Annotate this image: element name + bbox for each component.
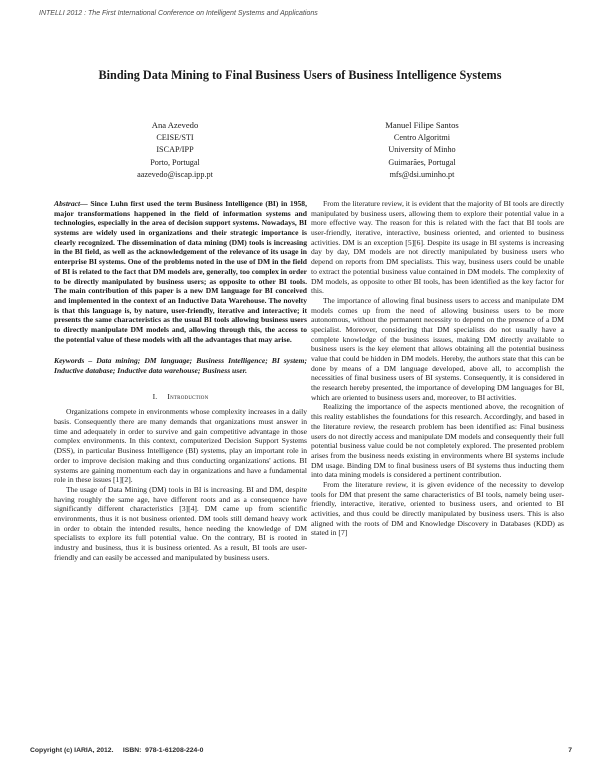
body-paragraph: Organizations compete in environments whose complexity increases in a daily basis. Consequently there are many demands that organizations must answer in time and adequately in order to survive and gain competitive advantage in those complex environments. In this context, computerized Decision Support Systems (DSS), in particular Business Intelligence (BI) systems, play an important role in order to improve decision making and thus conducting organizations' actions. BI systems are gaining momentum each day in organizations and have a fundamental role in these issues [1][2]. [54, 407, 307, 485]
author-location: Porto, Portugal [150, 157, 200, 167]
copyright-text: Copyright (c) IARIA, 2012. ISBN: 978-1-61208-224-0 [30, 747, 204, 754]
right-column [311, 199, 564, 538]
section-number: I. [152, 391, 158, 401]
section-heading [54, 392, 307, 402]
author-block-2 [312, 119, 532, 182]
body-paragraph: Realizing the importance of the aspects mentioned above, the recognition of this reality establishes the foundations for this research. Accordingly, and based in the literature review, the research problem has been identified as: Final business users do not directly access and manipulate DM models and consequently their full potential business value could be not completely explored. The presented problem arises from the business needs existing in environments where BI systems include DM usage. Binding DM to final business users of BI systems thus inducting them into data mining models is considered a pertinent contribution. [311, 402, 564, 480]
author-email: aazevedo@iscap.ipp.pt [137, 170, 213, 180]
author-affiliation: ISCAP/IPP [156, 145, 194, 155]
abstract [54, 199, 307, 344]
page-footer [30, 747, 572, 754]
author-affiliation: University of Minho [388, 145, 456, 155]
author-affiliation: CEISE/STI [156, 132, 194, 142]
section-title: Introduction [167, 391, 209, 401]
author-name: Ana Azevedo [151, 120, 199, 130]
author-name: Manuel Filipe Santos [385, 120, 459, 130]
author-affiliation: Centro Algoritmi [393, 132, 451, 142]
body-paragraph: From the literature review, it is given evidence of the necessity to develop tools for DM that present the same characteristics of BI tools, namely being user-friendly, interactive, iterative, oriented to business users, and oriented to BI activities, and thus could be directly manipulated by business users. This is also aligned with the roots of DM and Knowledge Discovery in Databases (KDD) as stated in [7] [311, 479, 564, 538]
abstract-text: Since Luhn first used the term Business Intelligence (BI) in 1958, major transformations happened in the field of information systems and technologies, especially in the area of decision support systems. Nowadays, BI systems are widely used in organizations and their strategic importance is clearly recognized. The dissemination of data mining (DM) tools is increasing in the BI field, as well as the acknowledgement of the relevance of its usage in enterprise BI systems. One of the problems noted in the use of DM in the field of BI is related to the fact that DM models are, generally, too complex in order to be directly manipulated by business users; as opposite to other BI tools. The main contribution of this paper is a new DM language for BI conceived and implemented in the context of an Inductive Data Warehouse. The novelty is that this language is, by nature, user-friendly, iterative and interactive; it presents the same characteristics as the usual BI tools allowing business users to directly manipulate DM models and, allowing through this, the access to the potential value of these models with all the advantages that may arise. [54, 199, 308, 344]
body-paragraph: The importance of allowing final business users to access and manipulate DM models comes up from the need of allowing business users to be more autonomous, without the permanent necessity to depend on the presence of a DM specialist. Moreover, considering that DM specialists do not usually have a complete knowledge of the business issues, making DM directly available to business users is the key element that allows obtaining all the potential business value that could be hidden in DM models. Hereby, the authors state that this can be done by means of a DM language developed, above all, to accomplish the necessities of final business users of BI systems. Consequently, it is considered in the research hereby presented, the importance of developing DM languages for BI, which are oriented to business users and, moreover, to BI activities. [311, 295, 564, 402]
running-header: INTELLI 2012 : The First International Conference on Intelligent Systems and Applications [39, 10, 318, 17]
author-email: mfs@dsi.uminho.pt [389, 170, 455, 180]
body-paragraph: From the literature review, it is evident that the majority of BI tools are directly manipulated by business users, allowing them to explore their potential value in a more effective way. The reason for this is related with the fact that BI tools are user-friendly, iterative, interactive, business oriented, and oriented to business activities. DM is an exception [5][6]. Despite its usage in BI systems is increasing day by day, DM models are not directly manipulated by business users who depend on reports from DM specialists. This way, business users could be unable to extract the potential business value contained in DM models. The complexity of DM models, as opposite to other BI tools, has been identified as the key factor for this. [311, 199, 564, 296]
body-paragraph: The usage of Data Mining (DM) tools in BI is increasing. BI and DM, despite having roughly the same age, have different roots and as a consequence have significantly different characteristics [3][4]. DM came up from scientific environments, thus it is not business oriented. DM tools still demand heavy work in order to obtain the intended results, hence needing the knowledge of DM specialists to explore its full potential value. On the contrary, BI is rooted in industry and business, thus it is business oriented. As a result, BI tools are user-friendly and can easily be accessed and manipulated by business users. [54, 484, 307, 562]
page-number: 7 [568, 747, 572, 754]
keywords: Keywords – Data mining; DM language; Business Intelligence; BI system; Inductive database; Inductive data warehouse; Business user. [54, 356, 307, 375]
left-column [54, 199, 307, 562]
abstract-label: Abstract— [54, 199, 88, 208]
paper-title: Binding Data Mining to Final Business Users of Business Intelligence Systems [98, 68, 502, 82]
author-block-1 [65, 119, 285, 182]
author-location: Guimarães, Portugal [388, 157, 456, 167]
